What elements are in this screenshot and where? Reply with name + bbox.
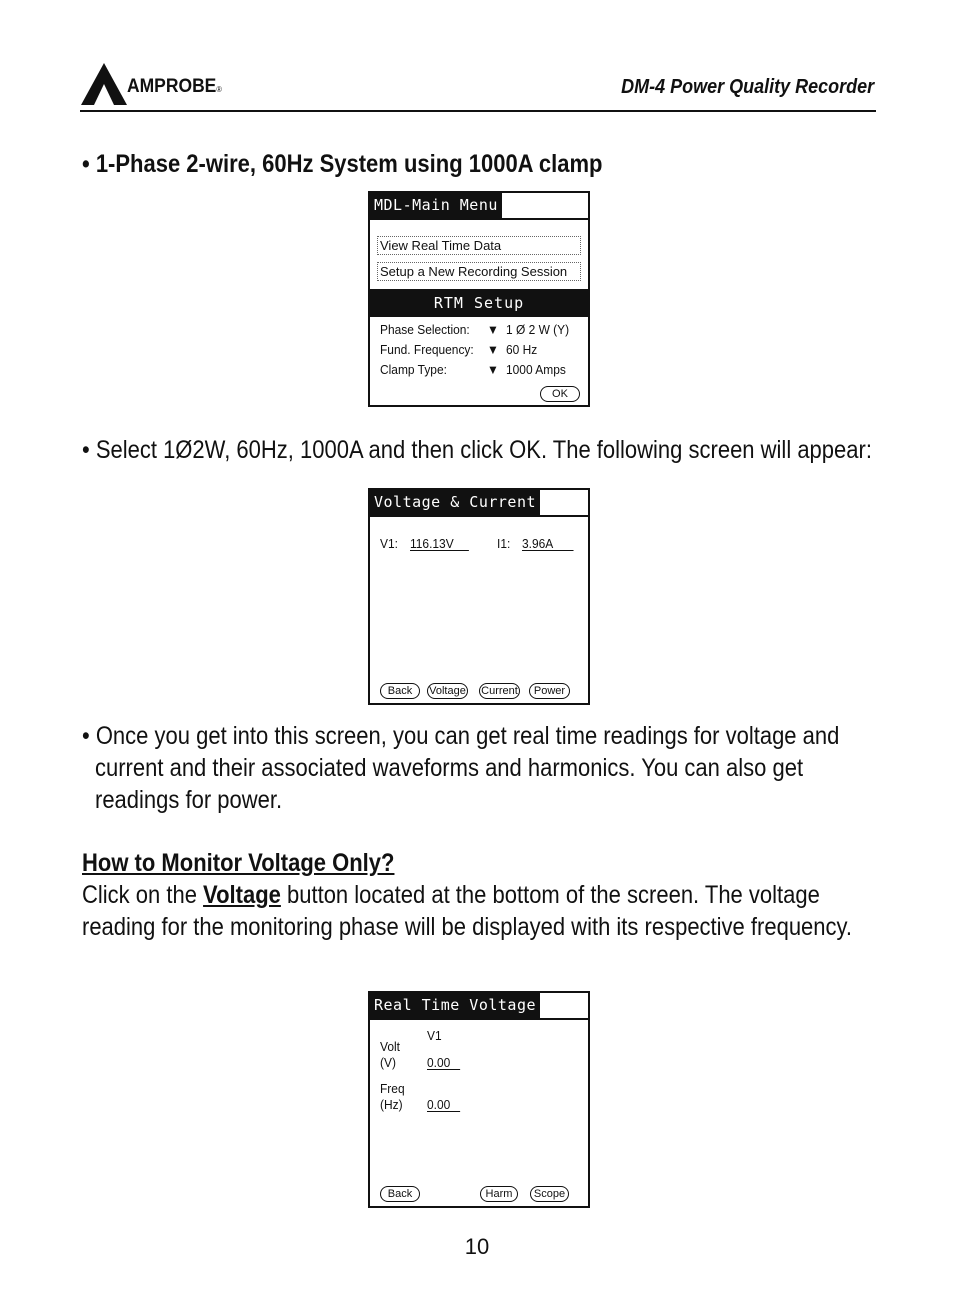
instruction-text: • Select 1Ø2W, 60Hz, 1000A and then click OK. The following screen will appear: [82, 436, 872, 464]
real-time-voltage-screen [368, 991, 590, 1208]
menu-item-new-recording[interactable]: Setup a New Recording Session [377, 262, 581, 281]
paragraph-line-3: readings for power. [95, 786, 283, 814]
section-heading: • 1-Phase 2-wire, 60Hz System using 1000A clamp [82, 150, 603, 178]
page-number: 10 [464, 1234, 490, 1259]
freq-label: Freq [380, 1081, 405, 1096]
freq-value: 0.00 [427, 1098, 460, 1112]
v1-column-header: V1 [427, 1028, 442, 1043]
howto-line-2: reading for the monitoring phase will be displayed with its respective frequency. [82, 913, 852, 941]
paragraph-line-2: current and their associated waveforms and harmonics. You can also get [95, 754, 804, 782]
ok-button[interactable]: OK [540, 386, 580, 402]
phase-selection-label: Phase Selection: [380, 322, 470, 337]
chevron-down-icon[interactable]: ▼ [487, 322, 499, 337]
brand-name: AMPROBE® [127, 76, 222, 97]
frequency-label: Fund. Frequency: [380, 342, 474, 357]
document-title: DM-4 Power Quality Recorder [620, 76, 874, 98]
phase-selection-value[interactable]: 1 Ø 2 W (Y) [506, 322, 570, 337]
volt-unit-label: (V) [380, 1055, 396, 1070]
volt-label: Volt [380, 1039, 400, 1054]
howto-line-1: Click on the Voltage button located at the bottom of the screen. The voltage [82, 881, 820, 909]
i1-label: I1: [497, 536, 511, 551]
amprobe-logo-icon [80, 62, 128, 106]
v1-value: 116.13V [410, 537, 469, 551]
v1-label: V1: [380, 536, 398, 551]
freq-unit-label: (Hz) [380, 1097, 403, 1112]
frequency-value[interactable]: 60 Hz [506, 342, 538, 357]
chevron-down-icon[interactable]: ▼ [487, 342, 499, 357]
voltage-current-screen [368, 488, 590, 705]
screen-title: Voltage & Current [370, 490, 540, 515]
back-button[interactable]: Back [380, 1186, 420, 1202]
voltage-button[interactable]: Voltage [427, 683, 468, 699]
power-button[interactable]: Power [529, 683, 570, 699]
howto-heading: How to Monitor Voltage Only? [82, 849, 395, 877]
volt-value: 0.00 [427, 1056, 460, 1070]
rtm-setup-band: RTM Setup [370, 289, 588, 317]
main-menu-screen [368, 191, 590, 407]
paragraph-line-1: • Once you get into this screen, you can get real time readings for voltage and [82, 722, 840, 750]
header-divider [80, 110, 876, 112]
menu-item-view-real-time[interactable]: View Real Time Data [377, 236, 581, 255]
back-button[interactable]: Back [380, 683, 420, 699]
clamp-type-label: Clamp Type: [380, 362, 447, 377]
chevron-down-icon[interactable]: ▼ [487, 362, 499, 377]
screen-title: Real Time Voltage [370, 993, 540, 1018]
harm-button[interactable]: Harm [480, 1186, 518, 1202]
scope-button[interactable]: Scope [530, 1186, 569, 1202]
screen-title: MDL-Main Menu [370, 193, 502, 218]
clamp-type-value[interactable]: 1000 Amps [506, 362, 566, 377]
i1-value: 3.96A [522, 537, 574, 551]
voltage-keyword: Voltage [203, 881, 281, 909]
current-button[interactable]: Current [479, 683, 520, 699]
